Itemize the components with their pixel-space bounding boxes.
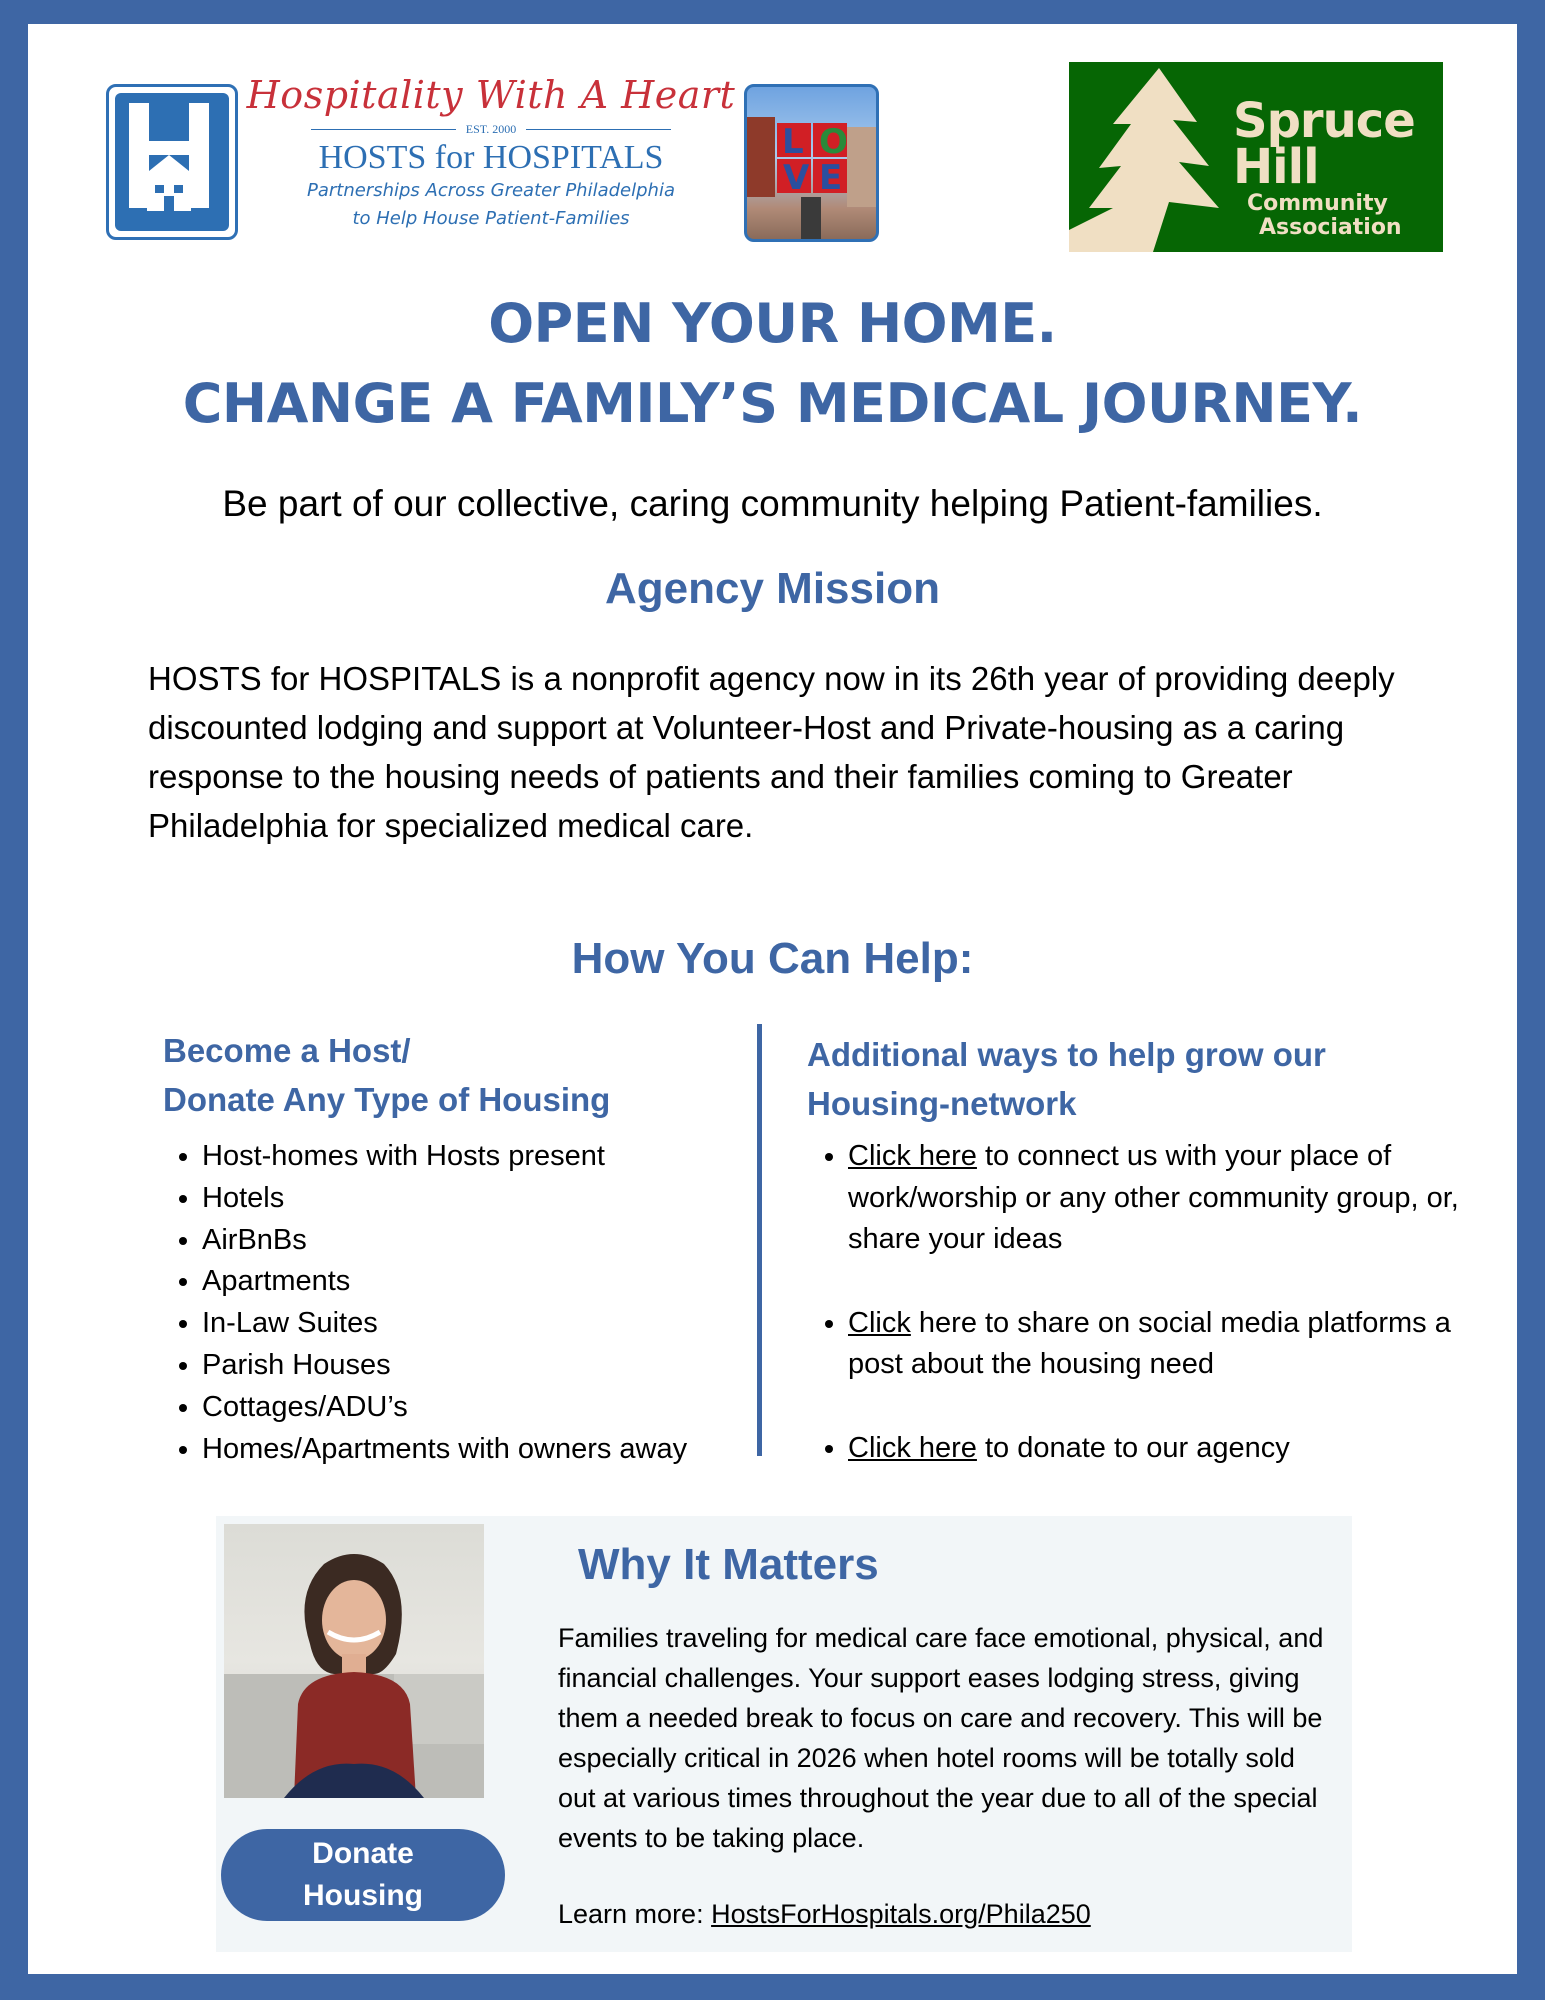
list-item: • In-Law Suites	[202, 1303, 762, 1345]
org-brand-block	[246, 72, 736, 233]
connect-link[interactable]: Click here	[848, 1140, 977, 1172]
list-item: • Apartments	[202, 1261, 762, 1303]
spruce-hill-logo	[1069, 62, 1443, 252]
est-line	[246, 122, 736, 137]
list-item: • Hotels	[202, 1178, 762, 1220]
community-association-text	[1247, 192, 1402, 240]
list-item: • Parish Houses	[202, 1345, 762, 1387]
share-social-text: here to share on social media platforms a post about the housing need	[848, 1306, 1451, 1380]
hill-text: Hill	[1233, 139, 1319, 195]
become-host-title-line1: Become a Host/	[163, 1032, 411, 1069]
est-divider-right	[526, 129, 671, 130]
list-item: • Cottages/ADU’s	[202, 1387, 762, 1429]
svg-text:E: E	[819, 158, 843, 198]
column-divider	[757, 1024, 762, 1456]
org-name: HOSTS for HOSPITALS	[318, 139, 664, 176]
become-host-title-line2: Donate Any Type of Housing	[163, 1081, 611, 1118]
help-title: How You Can Help:	[571, 934, 974, 983]
svg-text:L: L	[782, 122, 804, 162]
additional-ways-title	[807, 1030, 1326, 1128]
donate-agency-link[interactable]: Click here	[848, 1431, 977, 1464]
additional-ways-title-line2: Housing-network	[807, 1085, 1077, 1122]
learn-more-line	[558, 1894, 1091, 1934]
why-it-matters-title: Why It Matters	[578, 1540, 879, 1589]
house-h-icon	[115, 93, 223, 225]
learn-more-link[interactable]: HostsForHospitals.org/Phila250	[711, 1899, 1091, 1929]
donate-housing-button[interactable]	[221, 1829, 505, 1921]
additional-ways-title-line1: Additional ways to help grow our	[807, 1036, 1326, 1073]
org-subtitle-2: to Help House Patient-Families	[352, 208, 630, 229]
donate-button-line1: Donate	[312, 1837, 414, 1870]
subheading: Be part of our collective, caring community helping Patient-families.	[222, 483, 1323, 524]
list-item: • Homes/Apartments with owners away	[202, 1429, 762, 1471]
spruce-hill-title	[1233, 93, 1415, 195]
est-divider-left	[311, 129, 456, 130]
why-it-matters-body: Families traveling for medical care face emotional, physical, and financial challenges. Your support eases lodging stress, giving them a needed break to focus on care and recovery. This will be especially critical in 2026 when hotel rooms will be totally sold out at various times throughout the year due to all of the special events to be taking place.	[558, 1623, 1324, 1853]
est-year: EST. 2000	[465, 122, 517, 136]
donate-button-line2: Housing	[303, 1879, 423, 1912]
svg-text:V: V	[783, 158, 810, 198]
mission-title: Agency Mission	[605, 564, 940, 613]
org-subtitle-1: Partnerships Across Greater Philadelphia	[306, 180, 675, 201]
additional-ways-list	[810, 1136, 1478, 1469]
svg-text:O: O	[819, 122, 848, 162]
hospitality-tagline: Hospitality With A Heart	[246, 73, 736, 117]
smiling-woman-photo	[224, 1524, 484, 1798]
spruce-text: Spruce	[1233, 93, 1415, 149]
hosts-for-hospitals-logo	[106, 84, 238, 240]
mission-body: HOSTS for HOSPITALS is a nonprofit agency now in its 26th year of providing deeply discounted lodging and support at Volunteer-Host and Private-housing as a caring response to the housing needs of patients and their families coming to Greater Philadelphia for specialized medical care.	[148, 660, 1395, 844]
list-item	[848, 1136, 1478, 1261]
connect-text: to connect us with your place of work/worship or any other community group, or, share your ideas	[848, 1140, 1459, 1255]
list-item	[848, 1428, 1478, 1470]
donate-agency-text: to donate to our agency	[976, 1431, 1290, 1464]
housing-types-list	[164, 1136, 762, 1470]
association-text: Association	[1259, 215, 1402, 240]
list-item	[848, 1303, 1478, 1386]
community-text: Community	[1247, 191, 1388, 216]
spruce-tree-icon	[1069, 62, 1229, 252]
list-item: • Host-homes with Hosts present	[202, 1136, 762, 1178]
headline-line1: OPEN YOUR HOME.	[488, 292, 1057, 355]
headline-line2: CHANGE A FAMILY’S MEDICAL JOURNEY.	[182, 372, 1363, 435]
learn-more-label: Learn more:	[558, 1899, 712, 1929]
share-social-link[interactable]: Click	[848, 1306, 911, 1339]
become-host-title	[163, 1026, 610, 1124]
list-item: • AirBnBs	[202, 1220, 762, 1262]
love-sculpture-image	[744, 84, 879, 242]
